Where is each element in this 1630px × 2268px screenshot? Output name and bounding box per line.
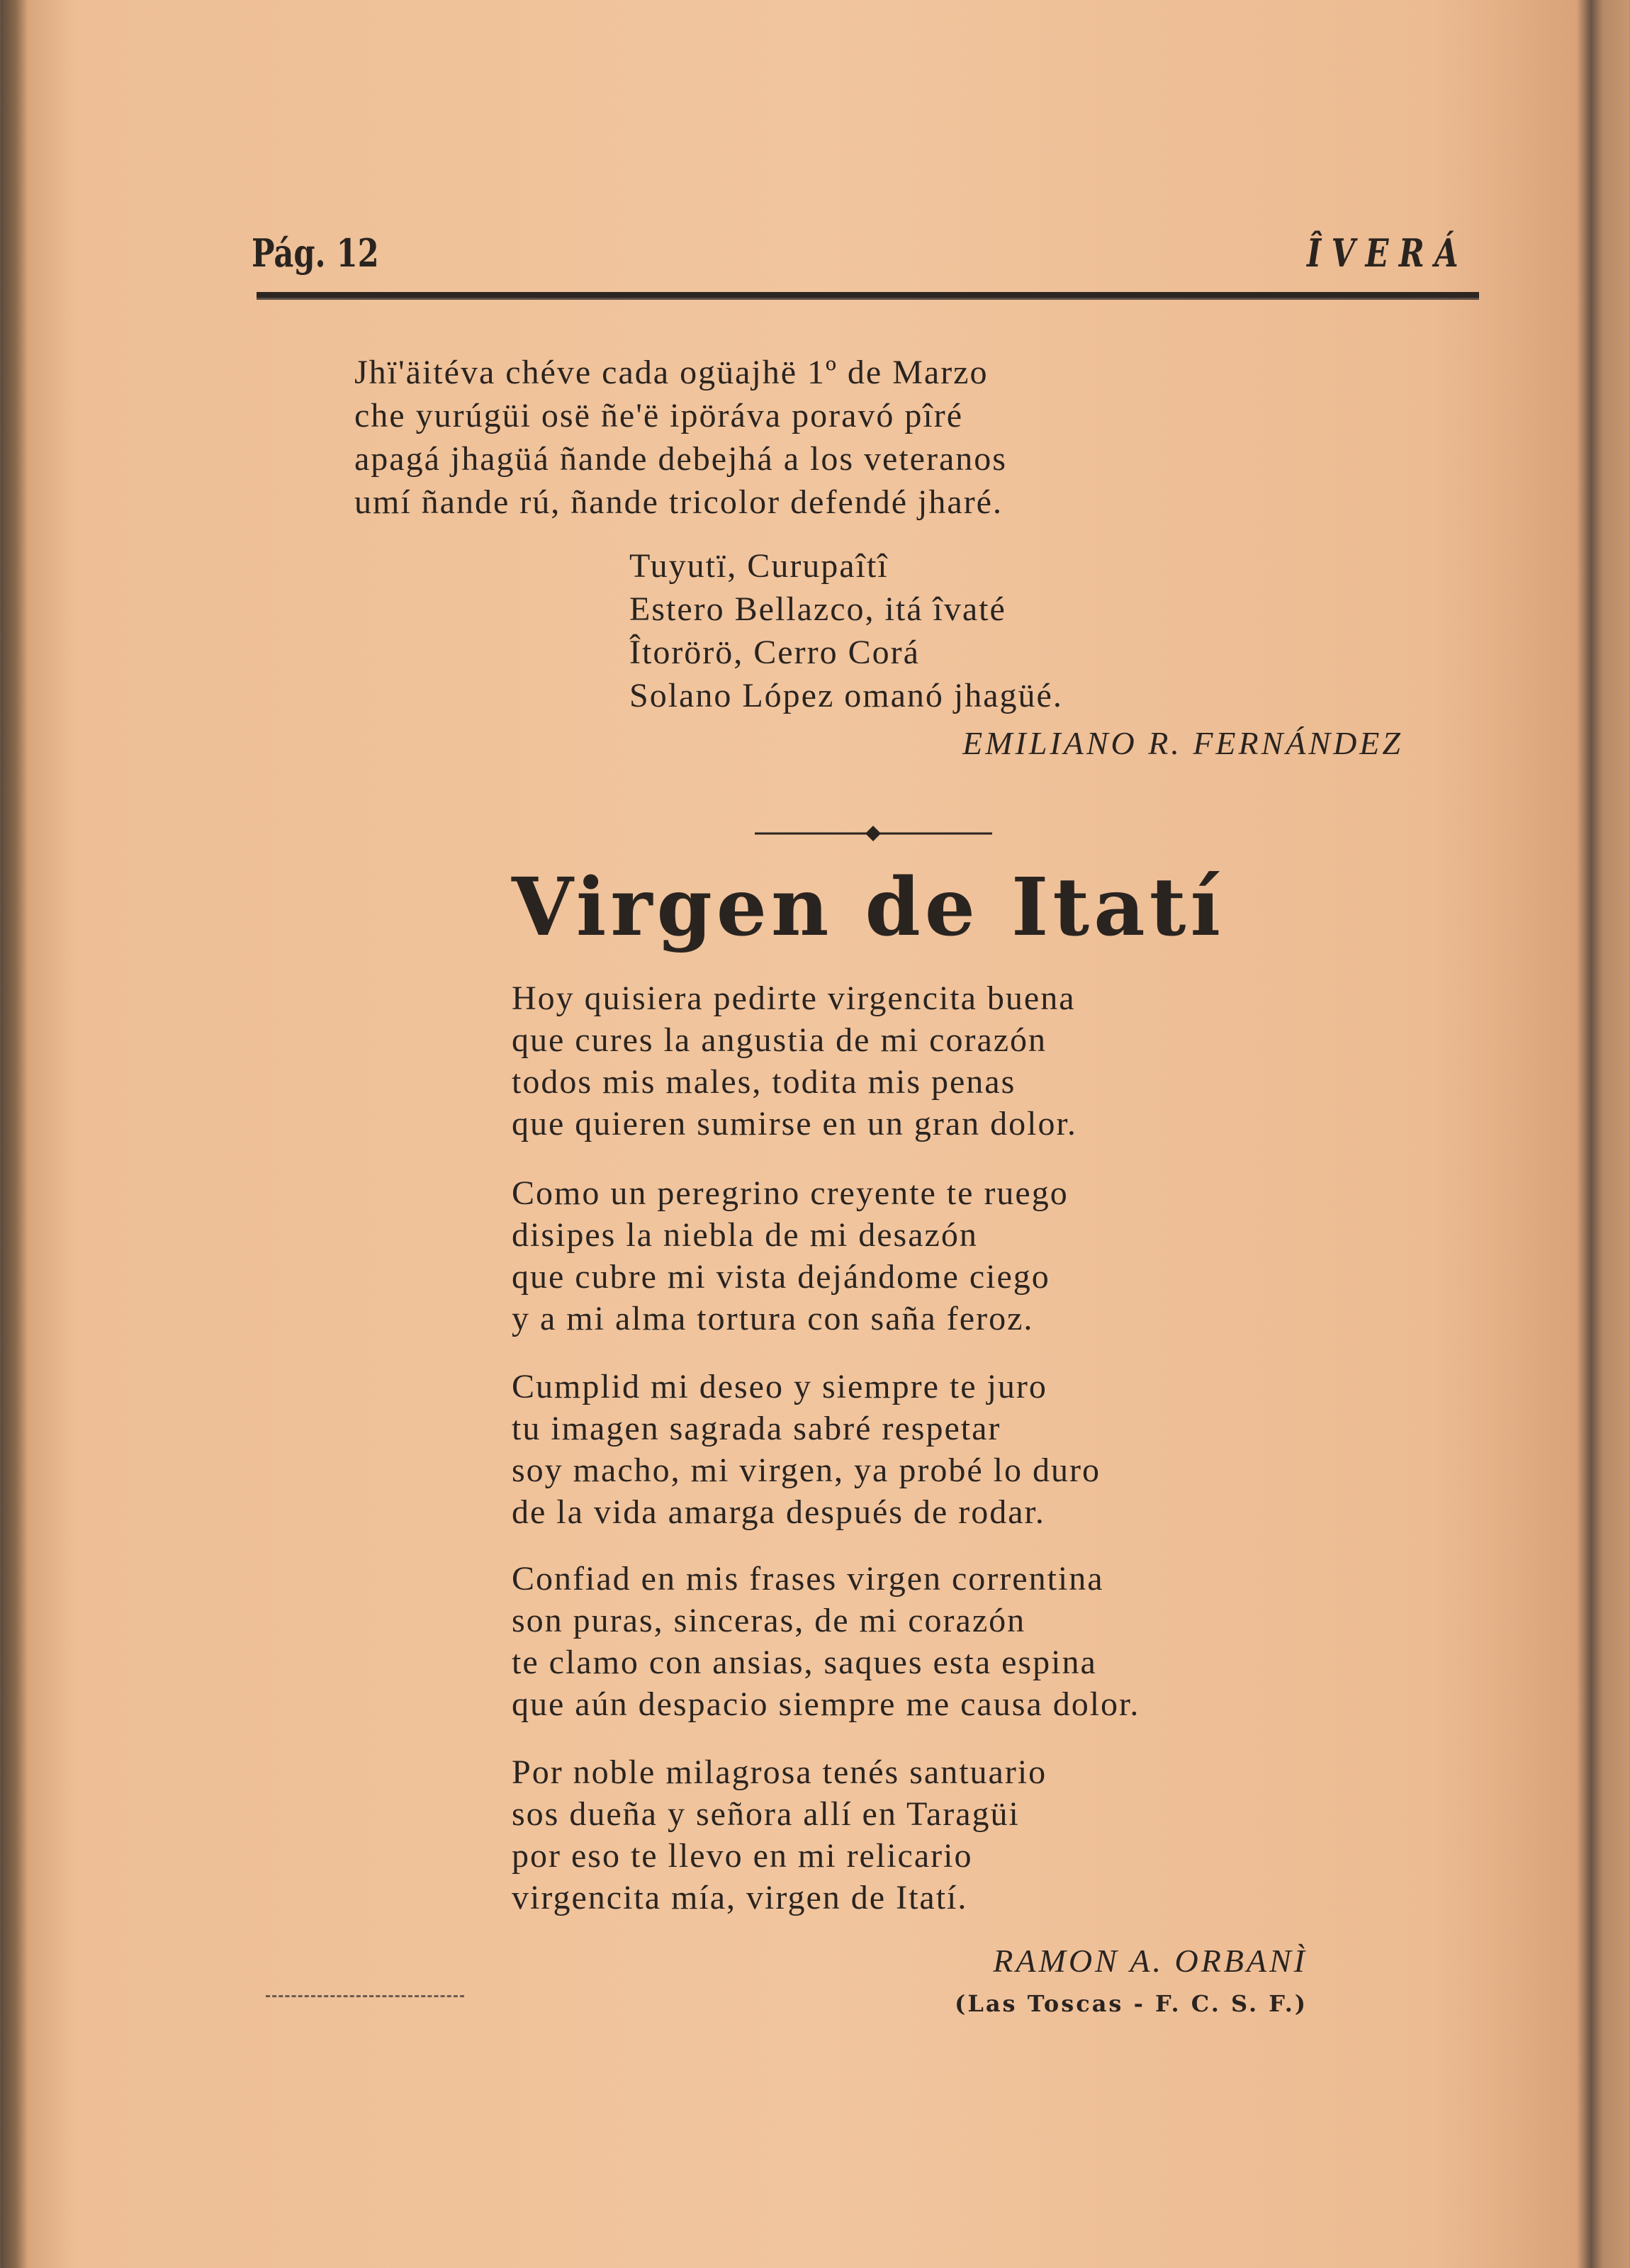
poem-line: que quieren sumirse en un gran dolor. <box>512 1105 1077 1143</box>
masthead-title: ÎVERÁ <box>1306 230 1468 276</box>
poem1-author: EMILIANO R. FERNÁNDEZ <box>962 725 1403 761</box>
poem-line: Tuyutï, Curupaîtî <box>629 547 889 585</box>
poem-line: Jhï'äitéva chéve cada ogüajhë 1º de Marzo <box>354 354 989 391</box>
poem-line: che yurúgüi osë ñe'ë ipöráva poravó pîré <box>354 397 964 434</box>
poem-line: disipes la niebla de mi desazón <box>512 1216 978 1254</box>
poem-line: que aún despacio siempre me causa dolor. <box>512 1685 1140 1723</box>
poem-title: Virgen de Itatí <box>511 861 1225 954</box>
poem-line: que cubre mi vista dejándome ciego <box>512 1258 1050 1296</box>
poem-line: Como un peregrino creyente te ruego <box>512 1174 1069 1212</box>
poem-line: que cures la angustia de mi corazón <box>512 1021 1047 1059</box>
poem-line: virgencita mía, virgen de Itatí. <box>512 1879 968 1916</box>
poem-line: Îtorörö, Cerro Corá <box>629 634 920 671</box>
poem-line: Confiad en mis frases virgen correntina <box>512 1560 1104 1598</box>
poem-line: son puras, sinceras, de mi corazón <box>512 1602 1026 1639</box>
ornament-divider <box>755 826 992 841</box>
decorative-dashes <box>266 1995 464 1997</box>
poem-line: tu imagen sagrada sabré respetar <box>512 1410 1001 1447</box>
poem-line: Hoy quisiera pedirte virgencita buena <box>512 979 1076 1017</box>
poem-line: Por noble milagrosa tenés santuario <box>512 1753 1047 1791</box>
poem-line: de la vida amarga después de rodar. <box>512 1493 1045 1531</box>
poem-line: apagá jhagüá ñande debejhá a los veteranos <box>354 440 1007 478</box>
poem-line: sos dueña y señora allí en Taragüi <box>512 1795 1020 1833</box>
poem2-author: RAMON A. ORBANÌ <box>993 1943 1308 1979</box>
page-number: Pág. 12 <box>252 230 379 276</box>
poem-line: todos mis males, todita mis penas <box>512 1063 1016 1101</box>
poem-line: por eso te llevo en mi relicario <box>512 1837 973 1875</box>
poem2-place: (Las Toscas - F. C. S. F.) <box>955 1990 1308 2017</box>
poem-line: Solano López omanó jhagüé. <box>629 677 1063 714</box>
poem-line: Estero Bellazco, itá îvaté <box>629 590 1006 628</box>
poem-line: te clamo con ansias, saques esta espina <box>512 1644 1097 1681</box>
poem-line: Cumplid mi deseo y siempre te juro <box>512 1368 1047 1405</box>
header-rule <box>257 292 1479 300</box>
poem-line: umí ñande rú, ñande tricolor defendé jharé. <box>354 483 1003 521</box>
poem-line: soy macho, mi virgen, ya probé lo duro <box>512 1452 1101 1489</box>
poem-line: y a mi alma tortura con saña feroz. <box>512 1300 1034 1337</box>
